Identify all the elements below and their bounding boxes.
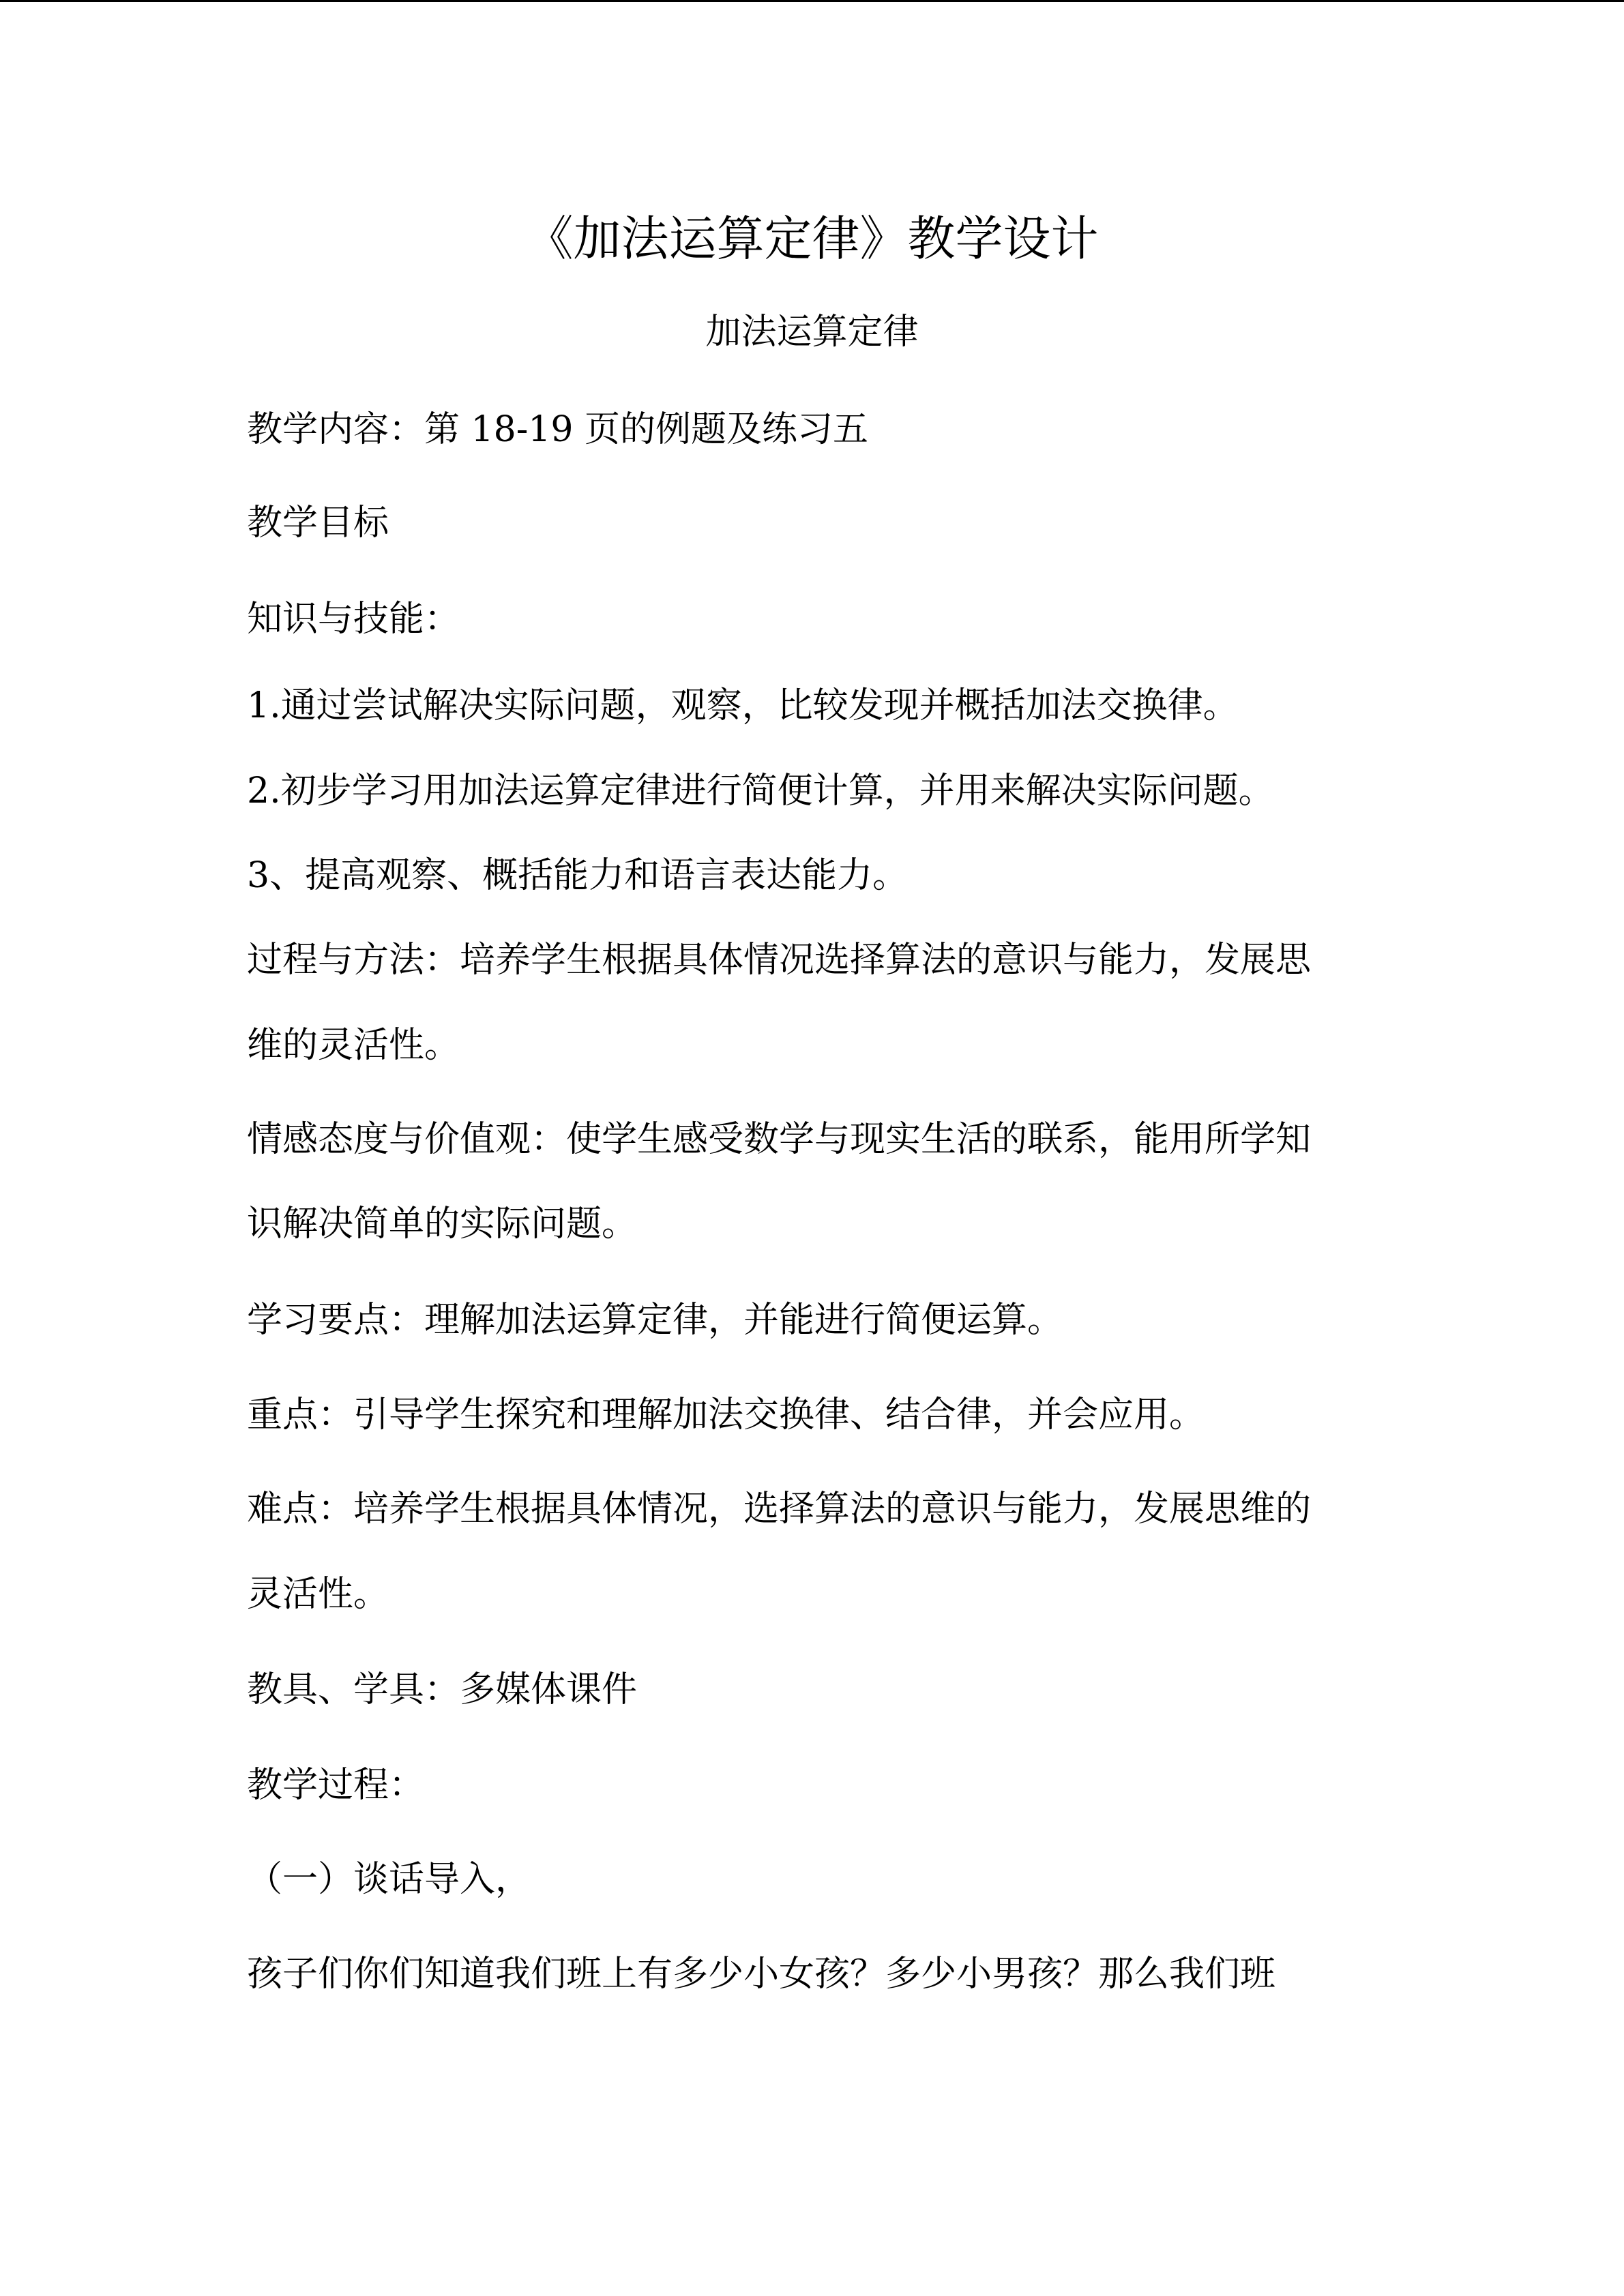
emotion-values-line-2: 识解决简单的实际问题。: [247, 1204, 638, 1244]
goal-item-2: 2.初步学习用加法运算定律进行简便计算，并用来解决实际问题。: [247, 771, 1274, 811]
knowledge-skills-heading: 知识与技能：: [247, 599, 460, 640]
section-intro-heading: （一）谈话导入，: [247, 1859, 531, 1900]
key-points-line: 重点：引导学生探究和理解加法交换律、结合律，并会应用。: [247, 1395, 1205, 1435]
intro-paragraph-line: 孩子们你们知道我们班上有多少小女孩？多少小男孩？那么我们班: [247, 1954, 1276, 1995]
difficulty-line-2: 灵活性。: [247, 1574, 389, 1615]
teaching-content-line: 教学内容：第 18-19 页的例题及练习五: [247, 409, 868, 450]
document-subtitle: 加法运算定律: [705, 312, 919, 353]
teaching-aids-line: 教具、学具：多媒体课件: [247, 1669, 638, 1710]
learning-points-line: 学习要点：理解加法运算定律，并能进行简便运算。: [247, 1300, 1063, 1341]
difficulty-line-1: 难点：培养学生根据具体情况，选择算法的意识与能力，发展思维的: [247, 1489, 1312, 1530]
goal-item-3: 3、提高观察、概括能力和语言表达能力。: [247, 855, 909, 896]
emotion-values-line-1: 情感态度与价值观：使学生感受数学与现实生活的联系，能用所学知: [247, 1119, 1312, 1160]
goal-item-1: 1.通过尝试解决实际问题，观察，比较发现并概括加法交换律。: [247, 685, 1239, 726]
teaching-process-heading: 教学过程：: [247, 1765, 425, 1806]
process-method-line-1: 过程与方法：培养学生根据具体情况选择算法的意识与能力，发展思: [247, 940, 1312, 981]
process-method-line-2: 维的灵活性。: [247, 1025, 460, 1066]
document-title: 《加法运算定律》教学设计: [525, 211, 1099, 267]
teaching-goals-heading: 教学目标: [247, 503, 389, 543]
